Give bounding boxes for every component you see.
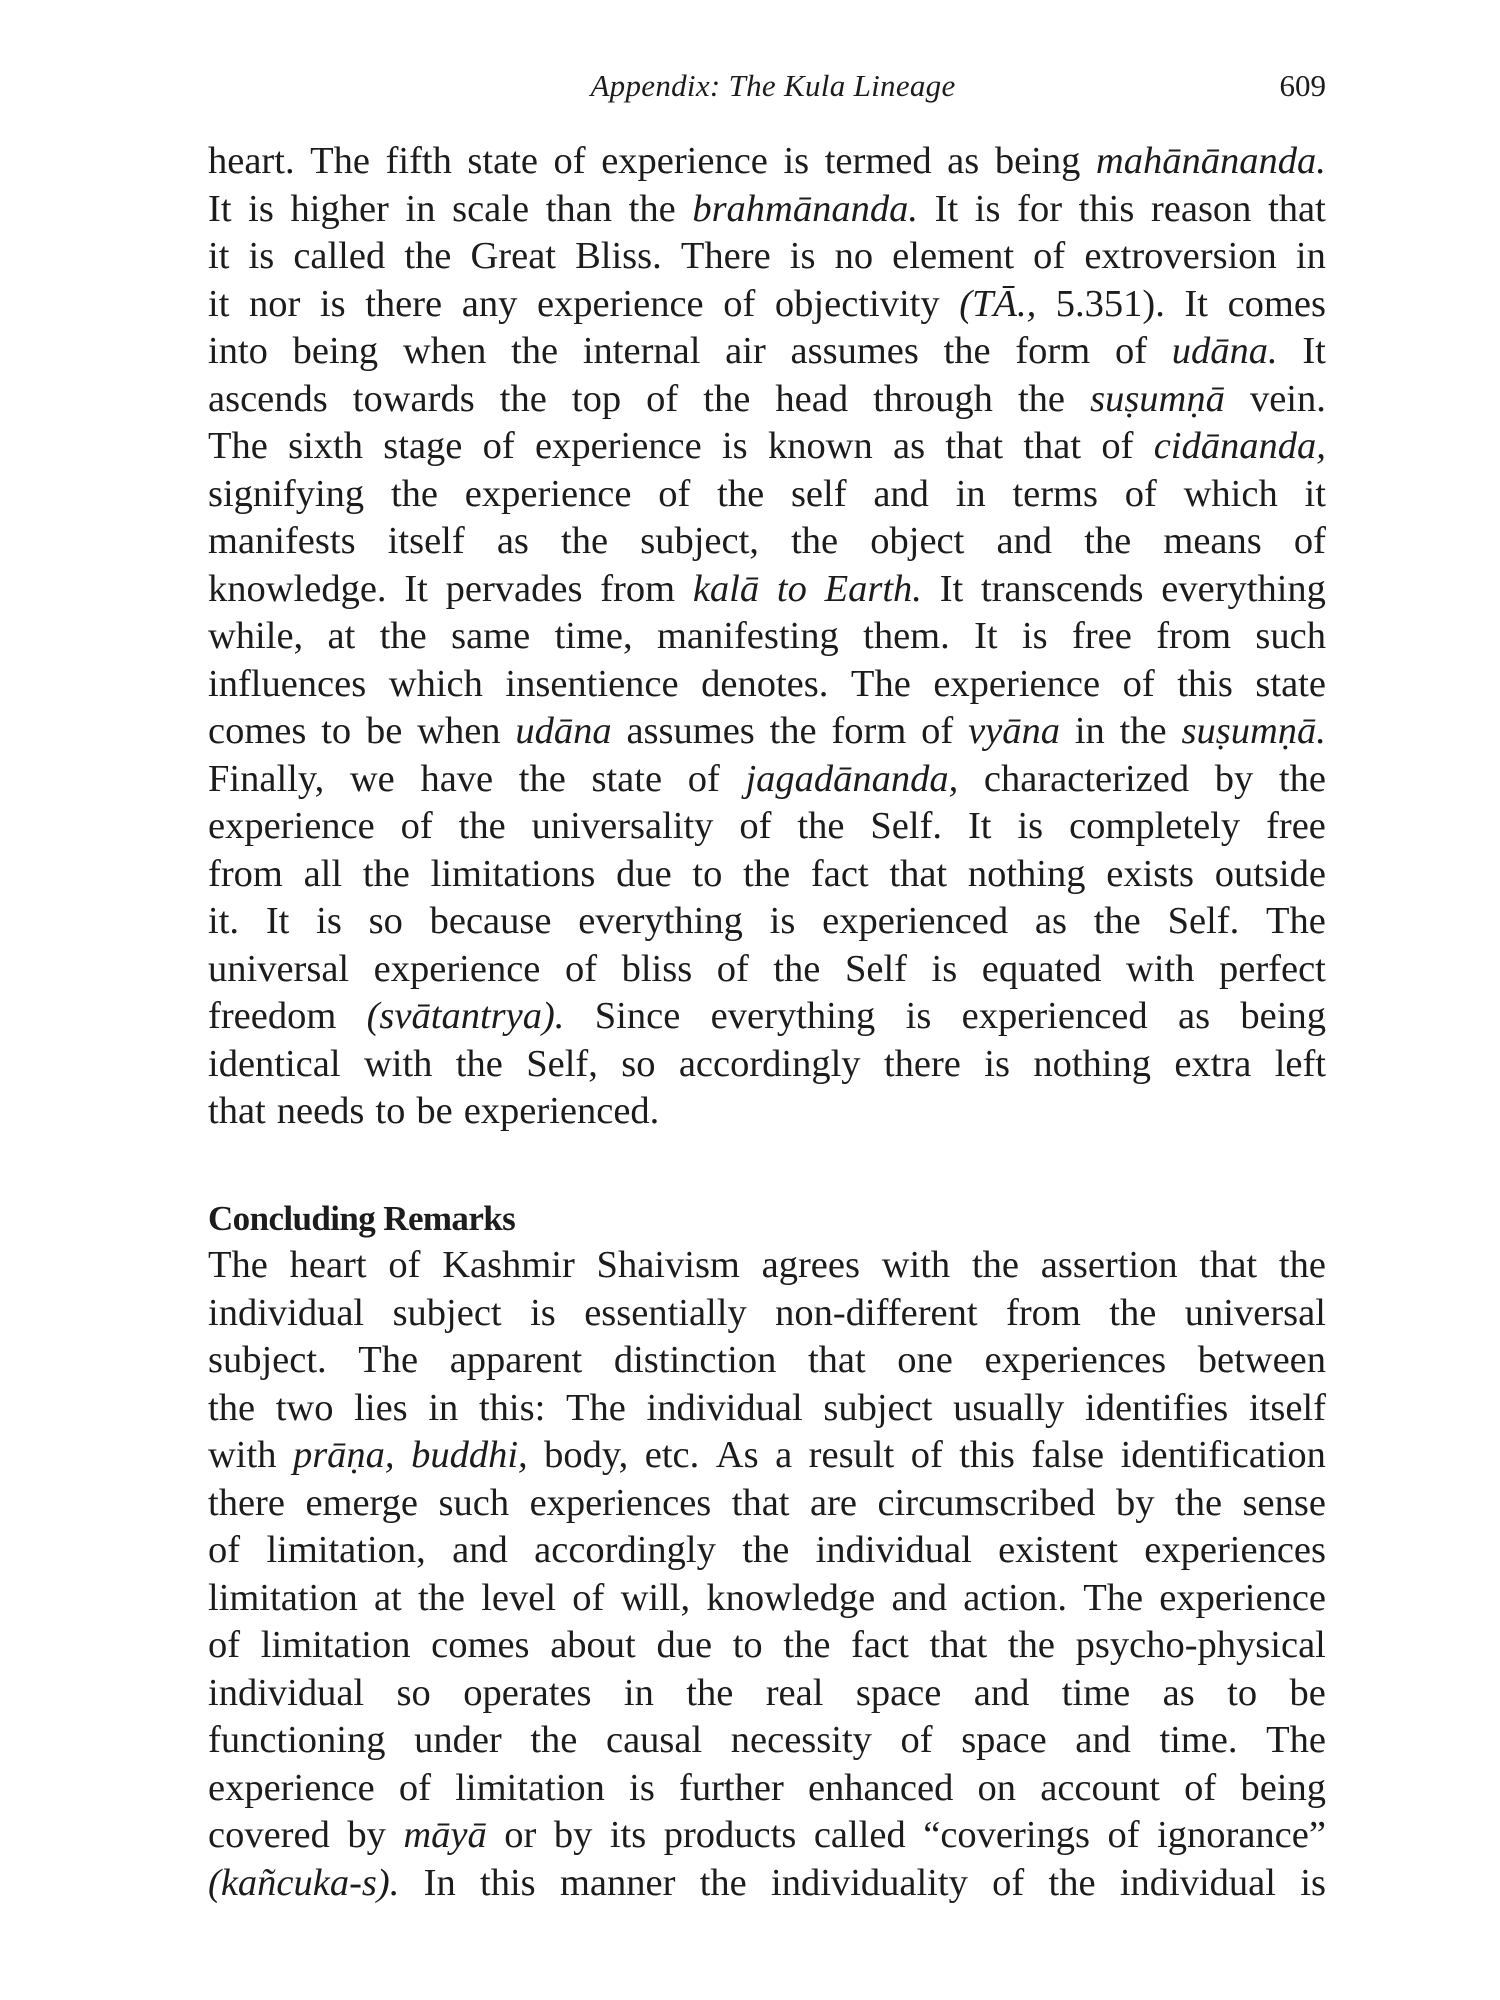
- italic-term: cidānanda,: [1153, 425, 1326, 467]
- italic-term: (svātantrya).: [366, 995, 565, 1037]
- text-line: experience of the universality of the Self. It is completely free: [208, 805, 1326, 847]
- italic-term: māyā: [403, 1814, 487, 1856]
- text-line: while, at the same time, manifesting them. It is free from such: [208, 615, 1326, 657]
- text-line: individual subject is essentially non-different from the universal: [208, 1291, 1326, 1334]
- italic-term: udāna.: [1171, 330, 1278, 372]
- italic-term: vyāna: [968, 710, 1060, 752]
- text-line: heart. The fifth state of experience is termed as being mahānānanda.: [208, 138, 1326, 186]
- text-line: it is called the Great Bliss. There is no element of extroversion in: [208, 235, 1326, 277]
- text-line: with prāṇa, buddhi, body, etc. As a result of this false identification: [208, 1432, 1326, 1480]
- text-line: from all the limitations due to the fact that nothing exists outside: [208, 852, 1326, 895]
- section-spacer: [208, 1136, 1326, 1195]
- text-line: functioning under the causal necessity of space and time. The: [208, 1719, 1326, 1761]
- italic-term: buddhi,: [411, 1434, 528, 1476]
- text-line: (kañcuka-s). In this manner the individuality of the individual is: [208, 1860, 1326, 1908]
- text-line: it. It is so because everything is experienced as the Self. The: [208, 900, 1326, 942]
- running-head-title: Appendix: The Kula Lineage: [590, 68, 956, 103]
- text-line: of limitation, and accordingly the individual existent experiences: [208, 1529, 1326, 1571]
- text-line: identical with the Self, so accordingly there is nothing extra left: [208, 1042, 1326, 1085]
- text-line: limitation at the level of will, knowledge and action. The experience: [208, 1576, 1326, 1619]
- italic-term: prāṇa,: [292, 1434, 395, 1476]
- section-heading: Concluding Remarks: [208, 1198, 516, 1238]
- text-line: experience of limitation is further enhanced on account of being: [208, 1766, 1326, 1809]
- text-line: It is higher in scale than the brahmānanda. It is for this reason that: [208, 186, 1326, 234]
- text-line: there emerge such experiences that are circumscribed by the sense: [208, 1481, 1326, 1524]
- italic-term: Earth.: [824, 567, 922, 610]
- body-text: [208, 138, 1326, 1907]
- text-line: ascends towards the top of the head through the suṣumṇā vein.: [208, 376, 1326, 424]
- text-line: that needs to be experienced.: [208, 1090, 660, 1132]
- italic-term: suṣumṇā: [1090, 377, 1225, 420]
- italic-term: (TĀ.,: [959, 282, 1037, 325]
- italic-term: suṣumṇā.: [1181, 710, 1326, 752]
- text-line: the two lies in this: The individual subject usually identifies itself: [208, 1386, 1326, 1429]
- text-line: The heart of Kashmir Shaivism agrees with the assertion that the: [208, 1244, 1326, 1286]
- text-line: comes to be when udāna assumes the form of vyāna in the suṣumṇā.: [208, 708, 1326, 756]
- paragraph-2: [208, 1242, 1326, 1907]
- text-line: it nor is there any experience of objectivity (TĀ., 5.351). It comes: [208, 281, 1326, 329]
- text-line: freedom (svātantrya). Since everything is experienced as being: [208, 993, 1326, 1041]
- italic-term: (kañcuka-s).: [208, 1861, 400, 1904]
- italic-term: kalā: [692, 567, 760, 610]
- text-line: influences which insentience denotes. The experience of this state: [208, 662, 1326, 705]
- text-line: into being when the internal air assumes the form of udāna. It: [208, 328, 1326, 376]
- page-number: 609: [1279, 68, 1326, 103]
- italic-term: to: [776, 567, 807, 610]
- text-line: knowledge. It pervades from kalā to Earth. It transcends everything: [208, 566, 1326, 614]
- italic-term: mahānānanda.: [1095, 140, 1326, 182]
- italic-term: jagadānanda,: [745, 757, 959, 800]
- text-line: covered by māyā or by its products called “coverings of ignorance”: [208, 1812, 1326, 1860]
- paragraph-1: [208, 138, 1326, 1136]
- text-line: universal experience of bliss of the Self is equated with perfect: [208, 947, 1326, 990]
- text-line: of limitation comes about due to the fact that the psycho-physical: [208, 1624, 1326, 1666]
- text-line: manifests itself as the subject, the object and the means of: [208, 520, 1326, 562]
- text-line: signifying the experience of the self and in terms of which it: [208, 472, 1326, 515]
- italic-term: brahmānanda.: [692, 187, 918, 230]
- text-line: The sixth stage of experience is known as that that of cidānanda,: [208, 423, 1326, 471]
- text-line: subject. The apparent distinction that one experiences between: [208, 1339, 1326, 1381]
- italic-term: udāna: [515, 710, 612, 752]
- running-head: [208, 62, 1338, 122]
- text-line: individual so operates in the real space and time as to be: [208, 1671, 1326, 1714]
- text-line: Finally, we have the state of jagadānanda, characterized by the: [208, 756, 1326, 804]
